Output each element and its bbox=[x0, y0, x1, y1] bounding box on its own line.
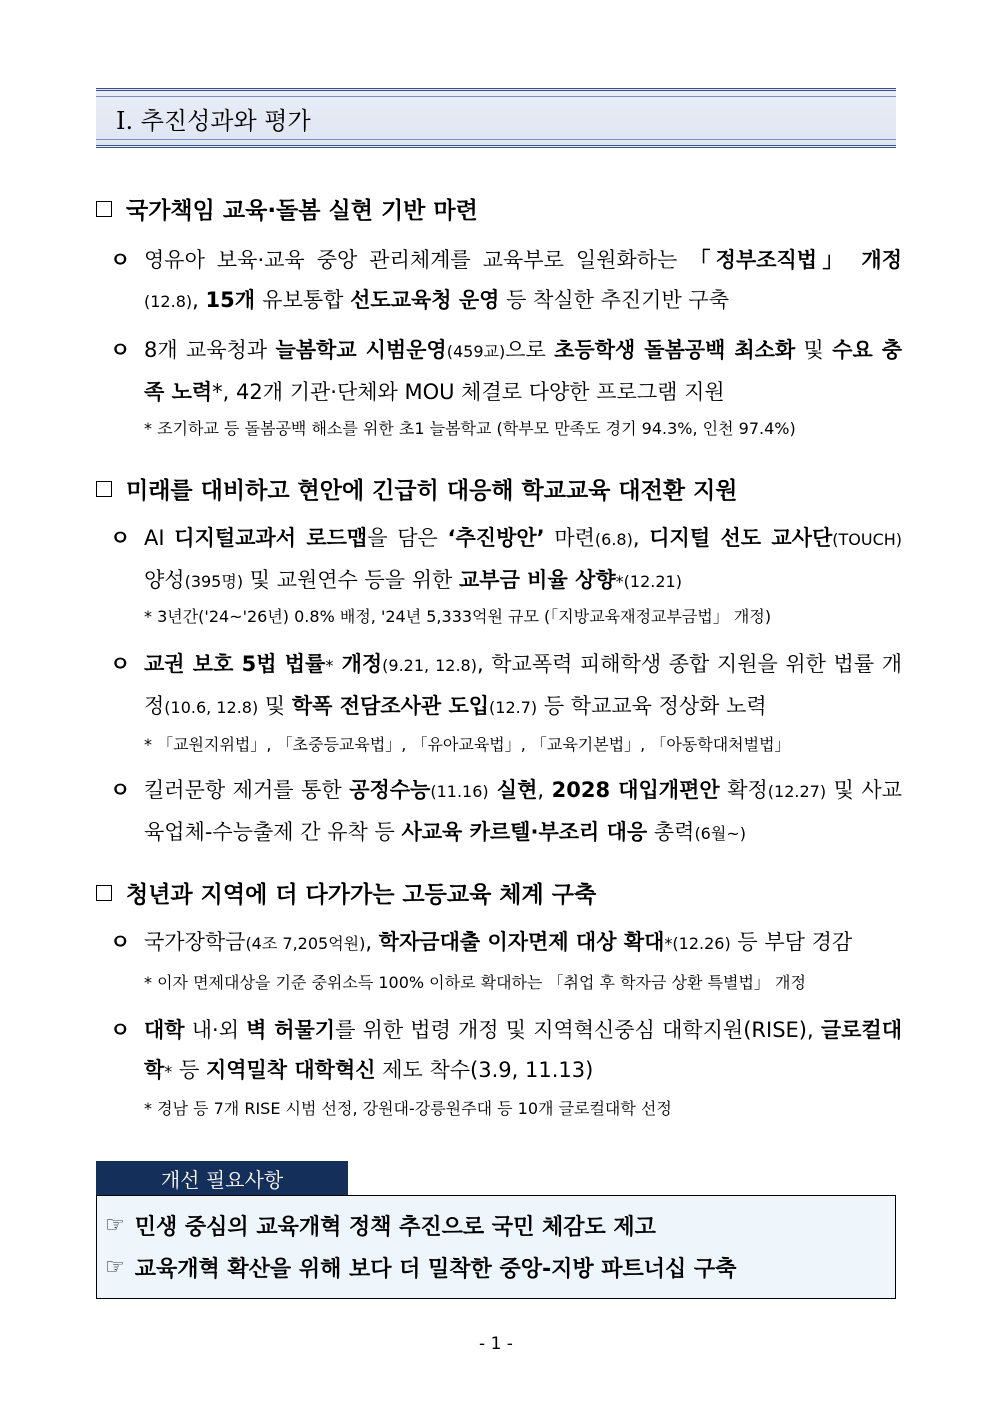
emphasis-text: 초등학생 돌봄공백 최소화 bbox=[554, 338, 796, 362]
section-heading-2 bbox=[96, 472, 738, 505]
small-text: * bbox=[664, 934, 673, 953]
footnote: * 조기하교 등 돌봄공백 해소를 위한 초1 늘봄학교 (학부모 만족도 경기 94.3%, 인천 97.4%) bbox=[144, 419, 796, 438]
body-text: AI bbox=[144, 526, 175, 550]
bullet-3-2 bbox=[110, 1010, 902, 1092]
emphasis-text: 글로컬대학 bbox=[144, 1018, 902, 1082]
emphasis-text: ‘추진방안’ bbox=[447, 526, 545, 550]
small-text: (395명) bbox=[184, 572, 244, 591]
bullet-text bbox=[144, 330, 902, 412]
section-heading-text: 청년과 지역에 더 다가가는 고등교육 체계 구축 bbox=[126, 882, 597, 908]
circle-bullet-icon: ㅇ bbox=[110, 526, 131, 550]
body-text: 를 위한 법령 개정 및 지역혁신중심 대학지원(RISE), bbox=[335, 1018, 821, 1042]
small-text: (12.21) bbox=[623, 572, 682, 591]
footnote: * 경남 등 7개 RISE 시범 선정, 강원대-강릉원주대 등 10개 글로컬대학 선정 bbox=[144, 1099, 672, 1118]
bullet-1-1 bbox=[110, 240, 902, 322]
circle-bullet-icon: ㅇ bbox=[110, 248, 131, 272]
section-heading-1 bbox=[96, 192, 478, 225]
circle-bullet-icon: ㅇ bbox=[110, 338, 131, 362]
small-text: (12.8) bbox=[144, 292, 193, 311]
small-text: (TOUCH) bbox=[832, 530, 903, 549]
bullet-text bbox=[144, 518, 902, 602]
body-text: 8개 교육청과 bbox=[144, 338, 276, 362]
pointing-hand-icon: ☞ bbox=[105, 1213, 125, 1238]
small-text: (12.27) bbox=[767, 782, 827, 801]
emphasis-text: 학자금대출 이자면제 대상 확대 bbox=[378, 930, 665, 954]
small-text: * bbox=[164, 1062, 173, 1081]
bullet-3-1 bbox=[110, 922, 902, 964]
body-text: *, 42개 기관·단체와 MOU 체결로 다양한 프로그램 지원 bbox=[212, 380, 725, 404]
body-text: 등 착실한 추진기반 구축 bbox=[499, 288, 729, 312]
improvement-box bbox=[96, 1195, 896, 1299]
body-text: 을 담은 bbox=[367, 526, 448, 550]
emphasis-text: 교부금 비율 상향 bbox=[459, 568, 616, 592]
section-heading-3 bbox=[96, 876, 596, 909]
small-text: (6.8) bbox=[594, 530, 633, 549]
improvement-label: 개선 필요사항 bbox=[96, 1161, 348, 1195]
small-text: (9.21, 12.8) bbox=[382, 656, 477, 675]
emphasis-text: 개정 bbox=[333, 652, 383, 676]
bullet-2-2 bbox=[110, 644, 902, 728]
body-text: 으로 bbox=[505, 338, 555, 362]
checkbox-square-icon bbox=[96, 885, 112, 901]
small-text: (12.26) bbox=[672, 934, 731, 953]
emphasis-text: 「정부조직법」 개정 bbox=[689, 248, 902, 272]
body-text: 유보통합 bbox=[262, 288, 351, 312]
emphasis-text: 학폭 전담조사관 도입 bbox=[291, 694, 490, 718]
circle-bullet-icon: ㅇ bbox=[110, 1018, 131, 1042]
small-text: (6월~) bbox=[694, 824, 746, 843]
bullet-2-3 bbox=[110, 770, 902, 854]
body-text: 영유아 보육·교육 중앙 관리체계를 교육부로 일원화하는 bbox=[144, 248, 690, 272]
emphasis-text: 선도교육청 운영 bbox=[350, 288, 500, 312]
emphasis-text: 지역밀착 대학혁신 bbox=[205, 1058, 376, 1082]
body-text: , bbox=[192, 288, 206, 312]
footnote: * 3년간('24~'26년) 0.8% 배정, '24년 5,333억원 규모 (「지방교육재정교부금법」 개정) bbox=[144, 607, 772, 626]
body-text: 및 사교육업체-수능출제 간 유착 등 bbox=[144, 778, 902, 844]
body-text: 등 부담 경감 bbox=[730, 930, 853, 954]
bullet-text bbox=[144, 922, 902, 964]
small-text: (4조 7,205억원) bbox=[245, 934, 366, 953]
body-text: 제도 착수(3.9, 11.13) bbox=[375, 1058, 594, 1082]
emphasis-text: 벽 허물기 bbox=[246, 1018, 336, 1042]
checkbox-square-icon bbox=[96, 201, 112, 217]
bullet-text bbox=[144, 240, 902, 322]
bullet-text bbox=[144, 644, 902, 728]
body-text: 총력 bbox=[647, 820, 695, 844]
small-text: * bbox=[615, 572, 624, 591]
body-text: 및 교원연수 등을 위한 bbox=[243, 568, 460, 592]
body-text: 양성 bbox=[144, 568, 185, 592]
title-banner bbox=[96, 88, 896, 148]
bullet-text bbox=[144, 770, 902, 854]
emphasis-text: 15개 bbox=[205, 288, 263, 312]
body-text: , bbox=[365, 930, 379, 954]
body-text: 확정 bbox=[719, 778, 768, 802]
body-text: 킬러문항 제거를 통한 bbox=[144, 778, 350, 802]
small-text: (459교) bbox=[446, 342, 506, 361]
pointing-hand-icon: ☞ bbox=[105, 1255, 125, 1280]
improvement-item-text: 민생 중심의 교육개혁 정책 추진으로 국민 체감도 제고 bbox=[134, 1215, 656, 1240]
body-text: 내·외 bbox=[184, 1018, 247, 1042]
body-text: 마련 bbox=[544, 526, 595, 550]
bullet-1-2 bbox=[110, 330, 902, 412]
emphasis-text: 디지털 선도 교사단 bbox=[649, 526, 833, 550]
section-heading-text: 국가책임 교육·돌봄 실현 기반 마련 bbox=[126, 198, 478, 224]
footnote: * 「교원지위법」, 「초중등교육법」, 「유아교육법」, 「교육기본법」, 「아동학대처벌법」 bbox=[144, 735, 791, 754]
emphasis-text: 교권 보호 5법 법률 bbox=[144, 652, 326, 676]
improvement-item-text: 교육개혁 확산을 위해 보다 더 밀착한 중앙-지방 파트너십 구축 bbox=[134, 1257, 737, 1282]
checkbox-square-icon bbox=[96, 481, 112, 497]
small-text: (10.6, 12.8) bbox=[164, 698, 259, 717]
body-text: , bbox=[537, 778, 552, 802]
body-text: 등 bbox=[172, 1058, 206, 1082]
emphasis-text: 실현 bbox=[488, 778, 538, 802]
emphasis-text: 2028 대입개편안 bbox=[551, 778, 720, 802]
bullet-text bbox=[144, 1010, 902, 1092]
emphasis-text: 늘봄학교 시범운영 bbox=[275, 338, 447, 362]
body-text: 등 학교교육 정상화 노력 bbox=[537, 694, 767, 718]
emphasis-text: 공정수능 bbox=[349, 778, 431, 802]
body-text: , bbox=[632, 526, 650, 550]
body-text: 및 bbox=[258, 694, 292, 718]
circle-bullet-icon: ㅇ bbox=[110, 930, 131, 954]
emphasis-text: 사교육 카르텔·부조리 대응 bbox=[401, 820, 648, 844]
emphasis-text: 대학 bbox=[144, 1018, 185, 1042]
section-heading-text: 미래를 대비하고 현안에 긴급히 대응해 학교교육 대전환 지원 bbox=[126, 478, 738, 504]
emphasis-text: 디지털교과서 로드맵 bbox=[174, 526, 368, 550]
body-text: 및 bbox=[795, 338, 833, 362]
small-text: (11.16) bbox=[430, 782, 489, 801]
circle-bullet-icon: ㅇ bbox=[110, 652, 131, 676]
body-text: , 학교폭력 피해학생 종합 지원을 위한 법률 개정 bbox=[144, 652, 903, 718]
body-text: 국가장학금 bbox=[144, 930, 246, 954]
bullet-2-1 bbox=[110, 518, 902, 602]
emphasis-text: 수요 충족 노력 bbox=[144, 338, 902, 404]
circle-bullet-icon: ㅇ bbox=[110, 778, 131, 802]
page-title: Ⅰ. 추진성과와 평가 bbox=[96, 96, 896, 140]
small-text: * bbox=[325, 656, 334, 675]
small-text: (12.7) bbox=[489, 698, 538, 717]
page-number: - 1 - bbox=[479, 1334, 513, 1354]
improvement-item bbox=[105, 1210, 656, 1241]
improvement-item bbox=[105, 1252, 736, 1283]
footnote: * 이자 면제대상을 기준 중위소득 100% 이하로 확대하는 「취업 후 학자금 상환 특별법」 개정 bbox=[144, 973, 806, 992]
